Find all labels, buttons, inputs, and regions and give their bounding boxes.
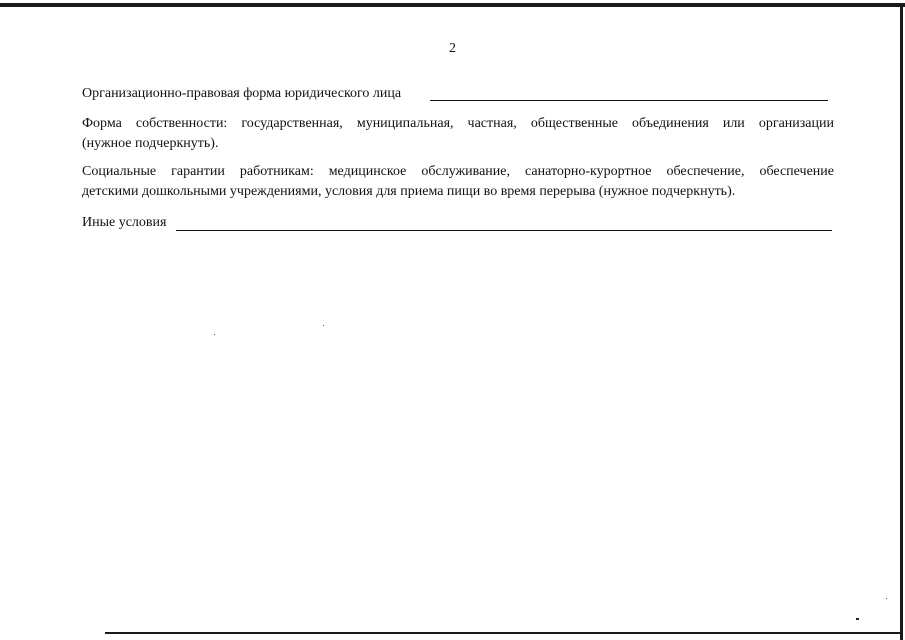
bottom-border-rule [105, 632, 900, 634]
social-guarantees-line-2: детскими дошкольными учреждениями, условия для приема пищи во время перерыва (нужное подчеркнуть). [82, 184, 736, 199]
right-border-rule [900, 3, 903, 640]
social-guarantees-line-1: Социальные гарантии работникам: медицинское обслуживание, санаторно-курортное обеспечение, обеспечение [82, 164, 834, 179]
scan-speck [856, 618, 859, 620]
social-guarantees-paragraph [82, 162, 834, 202]
scan-speck [323, 325, 324, 326]
scan-speck [886, 598, 887, 599]
legal-form-label: Организационно-правовая форма юридического лица [82, 86, 402, 101]
top-border-rule [0, 3, 905, 7]
other-conditions-fill-line[interactable] [176, 230, 832, 231]
ownership-line-2: (нужное подчеркнуть). [82, 136, 219, 151]
page-number: 2 [449, 41, 456, 56]
other-conditions-label: Иные условия [82, 215, 167, 230]
ownership-line-1: Форма собственности: государственная, муниципальная, частная, общественные объединения или организации [82, 116, 834, 131]
ownership-paragraph [82, 114, 834, 154]
scan-speck [214, 334, 215, 335]
legal-form-fill-line[interactable] [430, 100, 828, 101]
